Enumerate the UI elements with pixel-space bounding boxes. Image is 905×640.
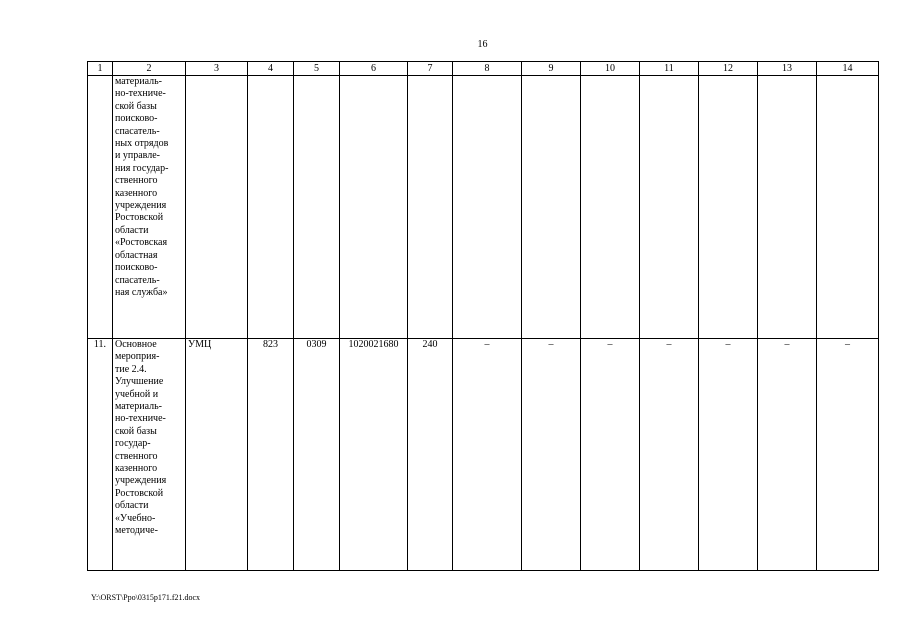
table-cell: Основное мероприя- тие 2.4. Улучшение учебной и материаль- но-техниче- ской базы государ- ственного казенного учреждения Ростовской области «Учебно- методиче- — [113, 339, 186, 571]
page-number: 16 — [477, 39, 488, 50]
table-cell: – — [699, 339, 758, 571]
table-cell — [640, 76, 699, 339]
table-cell: 11. — [88, 339, 113, 571]
table-cell — [817, 76, 879, 339]
column-header: 6 — [340, 62, 408, 76]
column-header: 4 — [248, 62, 294, 76]
column-header: 13 — [758, 62, 817, 76]
column-header: 1 — [88, 62, 113, 76]
table-cell — [408, 76, 453, 339]
table-cell: материаль- но-техниче- ской базы поисково- спасатель- ных отрядов и управле- ния государ- ственного казенного учреждения Ростовской области «Ростовская областная поисково- спасатель- ная служба» — [113, 76, 186, 339]
table-cell — [581, 76, 640, 339]
table-cell: УМЦ — [186, 339, 248, 571]
table-cell — [453, 76, 522, 339]
table-cell — [186, 76, 248, 339]
file-path-footer: Y:\ORST\Ppo\0315p171.f21.docx — [91, 593, 201, 602]
table-row — [88, 339, 879, 571]
table-cell: – — [522, 339, 581, 571]
table-cell: 0309 — [294, 339, 340, 571]
table-cell — [294, 76, 340, 339]
table-cell: – — [581, 339, 640, 571]
table-cell: 240 — [408, 339, 453, 571]
column-header: 5 — [294, 62, 340, 76]
column-number-row — [88, 62, 879, 76]
column-header: 7 — [408, 62, 453, 76]
column-header: 8 — [453, 62, 522, 76]
table-cell — [758, 76, 817, 339]
column-header: 12 — [699, 62, 758, 76]
table-cell: – — [817, 339, 879, 571]
table-cell: – — [640, 339, 699, 571]
budget-table — [87, 61, 879, 571]
table-cell: – — [758, 339, 817, 571]
column-header: 14 — [817, 62, 879, 76]
table-row — [88, 76, 879, 339]
table-cell: 823 — [248, 339, 294, 571]
column-header: 11 — [640, 62, 699, 76]
table-cell — [88, 76, 113, 339]
table-cell — [699, 76, 758, 339]
table-cell: 1020021680 — [340, 339, 408, 571]
table-cell — [248, 76, 294, 339]
column-header: 9 — [522, 62, 581, 76]
column-header: 3 — [186, 62, 248, 76]
table-cell: – — [453, 339, 522, 571]
column-header: 2 — [113, 62, 186, 76]
table-cell — [340, 76, 408, 339]
column-header: 10 — [581, 62, 640, 76]
table-cell — [522, 76, 581, 339]
